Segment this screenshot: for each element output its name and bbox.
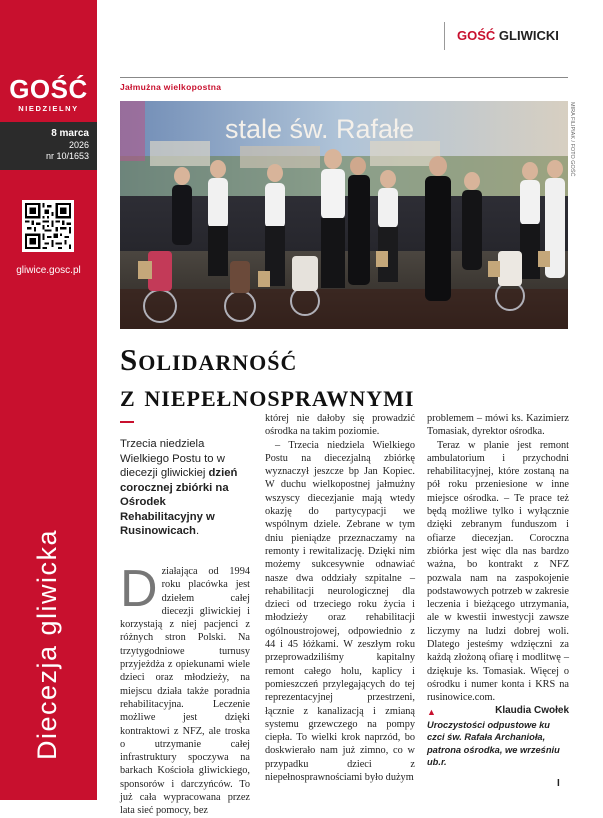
- logo-main-text: GOŚĆ: [9, 74, 88, 104]
- paragraph-1-continued: której nie dałoby się prowadzić ośrodka na takim poziomie.: [265, 413, 415, 438]
- article-column-2: [265, 412, 415, 784]
- drop-cap: D: [120, 560, 158, 618]
- diocese-vertical-title: Diecezja gliwicka: [32, 528, 62, 760]
- caption-text: Uroczystości odpustowe ku czci św. Rafała Archanioła, patrona ośrodka, we wrześniu ub.r.: [427, 720, 560, 767]
- magazine-logo[interactable]: [0, 76, 97, 113]
- paragraph-2-continued: problemem – mówi ks. Kazimierz Tomasiak, dyrektor ośrodka.: [427, 413, 569, 438]
- paragraph-2: – Trzecia niedziela Wielkiego Postu na diecezjalną zbiórkę wyznaczył jeszcze bp Jan Kopiec. W duchu wielkopostnej jałmużny wszyscy diecezjanie mają wtedy okazję do partycypacji we wspólnym dziele. Zebrane w tym dniu pieniądze przeznaczamy na remonty i rewitalizację. Dzięki nim możemy sukcesywnie odnawiać nasze dwa oddziały szpitalne – rehabilitacji neurologicznej dla dzieci od trzeciego roku życia i młodzieży oraz rehabilitacji ogólnoustrojowej, odpowiednio z 44 i 45 łóżkami. W zeszłym roku przeprowadziliśmy kapitalny remont całego holu, kaplicy i pomieszczeń przylegających do tej reprezentacyjnej przestrzeni, łącznie z kanalizacją i zmianą systemu grzewczego na pompy ciepła. To wielki krok naprzód, bo doskwierało nam już zimno, co w przypadku dzieci z niepełnosprawnościami było dużym: [265, 439, 415, 784]
- article-title-line1: Solidarność: [120, 342, 298, 377]
- qr-code-graphic: [25, 203, 71, 249]
- photo-credit: MIRA FILIPIAK / FOTO GOŚĆ: [569, 102, 575, 177]
- paragraph-3: Teraz w planie jest remont ambulatorium i przychodni rehabilitacyjnej, które zostaną na pół roku przeniesione w inne miejsce ośrodka. – Te prace też będą możliwe tylko i wyłącznie dzięki zebranym funduszom i ofiarze diecezjan. Coroczna zbiórka jest więc dla nas bardzo ważna, bo kontrakt z NFZ pozwala nam na zaspokojenie podstawowych potrzeb w zakresie leczenia i bieżącego utrzymania, ale w kwestii inwestycji zawsze liczymy na ludzi dobrej woli. Dlatego jesteśmy wdzięczni za każdą złożoną ofiarę i modlitwę – dziękuje ks. Tomasiak. Więcej o ośrodku i numer konta i KRS na rusinowice.com.: [427, 439, 569, 704]
- lead-accent-rule: [120, 421, 134, 423]
- article-lead: [120, 437, 250, 539]
- header-region: GLIWICKI: [498, 28, 559, 43]
- website-link[interactable]: gliwice.gosc.pl: [16, 265, 81, 276]
- section-label: Jałmużna wielkopostna: [120, 82, 222, 92]
- paragraph-1: ziałająca od 1994 roku placówka jest dziełem całej diecezji gliwickiej i korzystają z niej pacjenci z różnych stron Polski. Na trzytygodniowe turnusy przyjeżdża z opiekunami wiele dzieci oraz młodzieży, na miejscu działa także poradnia rehabilitacyjna. Leczenie możliwe jest dzięki kontraktowi z NFZ, ale troska o utrzymanie całej infrastruktury spoczywa na barkach Kościoła gliwickiego, sponsorów i darczyńców. To już cała wypracowana przez lata sieć pomocy, bez: [120, 566, 250, 817]
- article-photo: [120, 101, 568, 329]
- article-title: [120, 342, 568, 414]
- issue-number: nr 10/1653: [45, 151, 89, 161]
- issue-info-box: [0, 122, 97, 170]
- header-brand: GOŚĆ: [457, 28, 496, 43]
- banner-text: stale św. Rafałe: [225, 114, 415, 144]
- article-title-line2: z niepełnosprawnymi: [120, 378, 415, 413]
- photo-caption: [427, 706, 569, 768]
- issue-date: 8 marca: [51, 128, 89, 139]
- qr-code-icon[interactable]: [22, 200, 74, 252]
- caption-triangle-icon: ▲: [427, 707, 436, 717]
- lead-end: .: [195, 525, 200, 537]
- logo-sub-text: NIEDZIELNY: [18, 104, 79, 113]
- issue-year: 2026: [68, 140, 89, 150]
- author-signature: Klaudia Cwołek: [495, 704, 569, 716]
- page-header: [444, 22, 574, 50]
- article-column-1: [120, 560, 250, 818]
- lead-plain: Trzecia niedziela Wielkiego Postu to w diecezji gliwickiej: [120, 438, 225, 479]
- lead-bold: dzień corocznej zbiórki na Ośrodek Rehabilitacyjny w Rusinowicach: [120, 467, 238, 537]
- stage-scene-illustration: [120, 101, 568, 329]
- red-sidebar: [0, 0, 97, 800]
- article-column-3: [427, 412, 569, 717]
- page-number: I: [557, 778, 560, 789]
- top-divider: [120, 77, 568, 78]
